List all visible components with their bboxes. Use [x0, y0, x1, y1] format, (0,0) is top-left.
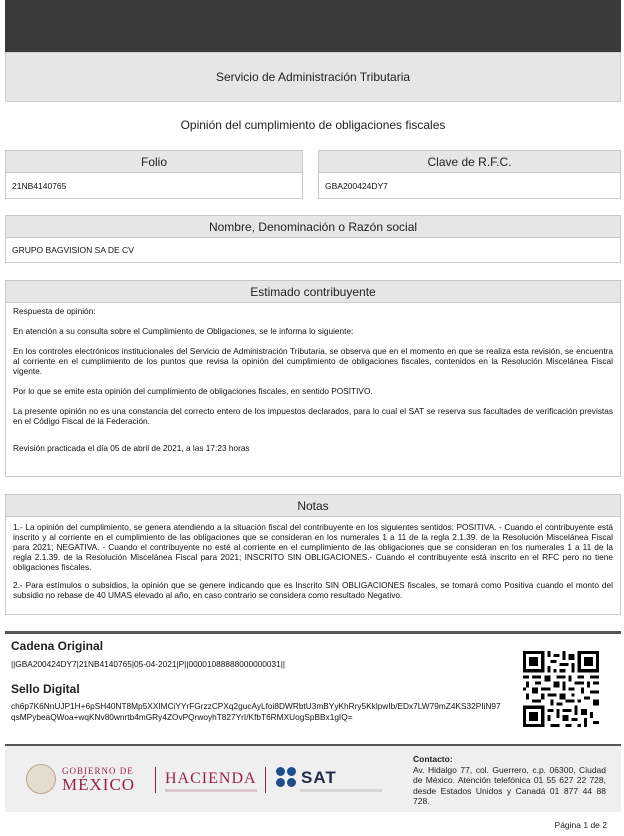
- top-dark-bar: [5, 0, 621, 52]
- gobierno-small-text: GOBIERNO DE: [62, 765, 134, 776]
- rfc-label: Clave de R.F.C.: [319, 151, 620, 173]
- gobierno-big-text: MÉXICO: [62, 774, 136, 794]
- section-divider: [5, 631, 621, 634]
- qr-code: [523, 651, 599, 727]
- sat-logo: [276, 767, 337, 789]
- institution-header: [5, 52, 621, 102]
- mexico-seal-icon: [26, 764, 56, 794]
- document-title: Opinión del cumplimiento de obligaciones fiscales: [180, 118, 446, 132]
- estimado-paragraph: La presente opinión no es una constancia del correcto entero de los impuestos declarados, para lo cual el SAT se reserva sus facultades de verificación previstas en el Código Fiscal de la Federación.: [13, 406, 613, 426]
- estimado-paragraph: En los controles electrónicos institucionales del Servicio de Administración Tributaria, se observa que en el momento en que se realiza esta revisión, se encuentra al corriente en el cumplimiento de los puntos que revisa la opinión del cumplimiento de obligaciones fiscales, contenidos en la Resolución Miscelánea Fiscal vigente.: [13, 346, 613, 376]
- institution-name: Servicio de Administración Tributaria: [215, 70, 411, 84]
- notas-body: [6, 517, 620, 612]
- page-number: Página 1 de 2: [554, 820, 607, 830]
- logo-separator: [265, 767, 266, 793]
- logo-separator: [155, 767, 156, 793]
- sello-digital-value: ch6p7K6NnUJP1H+6pSH40NT8Mp5XXIMCiYYrFGrzzCPXq2gucAyLfoi8DWRbtU3mBYyKhRry5KklpwIb/EDx7LW79mZ4KS32PIiN97qsMPybeaQWoa+wqKNv80wnrtb4mGRy4ZOvPQrwoyhT827YrI/KfbT6RMXUogSpBBx1gIQ=: [11, 701, 501, 722]
- cadena-original-label: Cadena Original: [11, 639, 104, 653]
- sat-logo-text: SAT: [301, 768, 337, 787]
- estimado-paragraph: En atención a su consulta sobre el Cumplimiento de Obligaciones, se le informa lo siguiente:: [13, 326, 354, 336]
- razon-social-label: Nombre, Denominación o Razón social: [6, 216, 620, 238]
- estimado-label: Estimado contribuyente: [6, 281, 620, 303]
- nota-paragraph: 1.- La opinión del cumplimiento, se genera atendiendo a la situación fiscal del contribuyente en los siguientes sentidos: POSITIVA. - Cuando el contribuyente está inscrito y al corriente en el cumplimiento de las obligaciones que se consideran en los numerales 1 a 11 de la regla 2.1.39. de la Resolución Miscelánea Fiscal para 2021; NEGATIVA. - Cuando el contribuyente no esté al corriente en el cumplimiento de las obligaciones que se consideran en los numerales 1 a 11 de la regla 2.1.39. de la Resolución Miscelánea Fiscal para 2021; INSCRITO SIN OBLIGACIONES.- Cuando el contribuyente está inscrito en el RFC pero no tiene obligaciones fiscales.: [13, 522, 613, 572]
- folio-label: Folio: [6, 151, 302, 173]
- estimado-paragraph: Respuesta de opinión:: [13, 306, 96, 316]
- folio-value: 21NB4140765: [12, 180, 67, 191]
- razon-social-value: GRUPO BAGVISION SA DE CV: [12, 245, 134, 255]
- sat-dots-icon: [276, 767, 298, 789]
- hacienda-logo-text: HACIENDA: [165, 770, 257, 787]
- estimado-paragraph: Por lo que se emite esta opinión del cumplimiento de obligaciones fiscales, en sentido POSITIVO.: [13, 386, 373, 396]
- notas-label: Notas: [6, 495, 620, 517]
- notas-box: [5, 494, 621, 615]
- hacienda-subtitle-bar: [165, 789, 257, 792]
- sat-subtitle-bar: [300, 789, 382, 792]
- folio-box: [5, 150, 303, 199]
- contact-block: [413, 754, 606, 807]
- revision-date: Revisión practicada el día 05 de abril de 2021, a las 17:23 horas: [13, 443, 250, 453]
- rfc-value: GBA200424DY7: [325, 180, 388, 191]
- rfc-box: [318, 150, 621, 199]
- razon-social-box: [5, 215, 621, 263]
- estimado-body: [6, 303, 620, 465]
- sello-digital-label: Sello Digital: [11, 682, 80, 696]
- gobierno-de-mexico-logo: [26, 764, 135, 794]
- contact-title: Contacto:: [413, 754, 453, 764]
- contact-text: Av. Hidalgo 77, col. Guerrero, c.p. 06300, Ciudad de México. Atención telefónica 01 55 627 22 728, desde Estados Unidos y Canadá 01 877 44 88 728.: [413, 764, 606, 806]
- nota-paragraph: 2.- Para estímulos o subsidios, la opinión que se genere indicando que es Inscrito SIN OBLIGACIONES fiscales, se tomará como Positiva cuando el monto del subsidio no rebase de 40 UMAS elevado al año, en caso contrario se considera como resultado Negativo.: [13, 580, 613, 600]
- cadena-original-value: ||GBA200424DY7|21NB4140765|05-04-2021|P||00001088888000000031||: [11, 659, 286, 669]
- estimado-box: [5, 280, 621, 477]
